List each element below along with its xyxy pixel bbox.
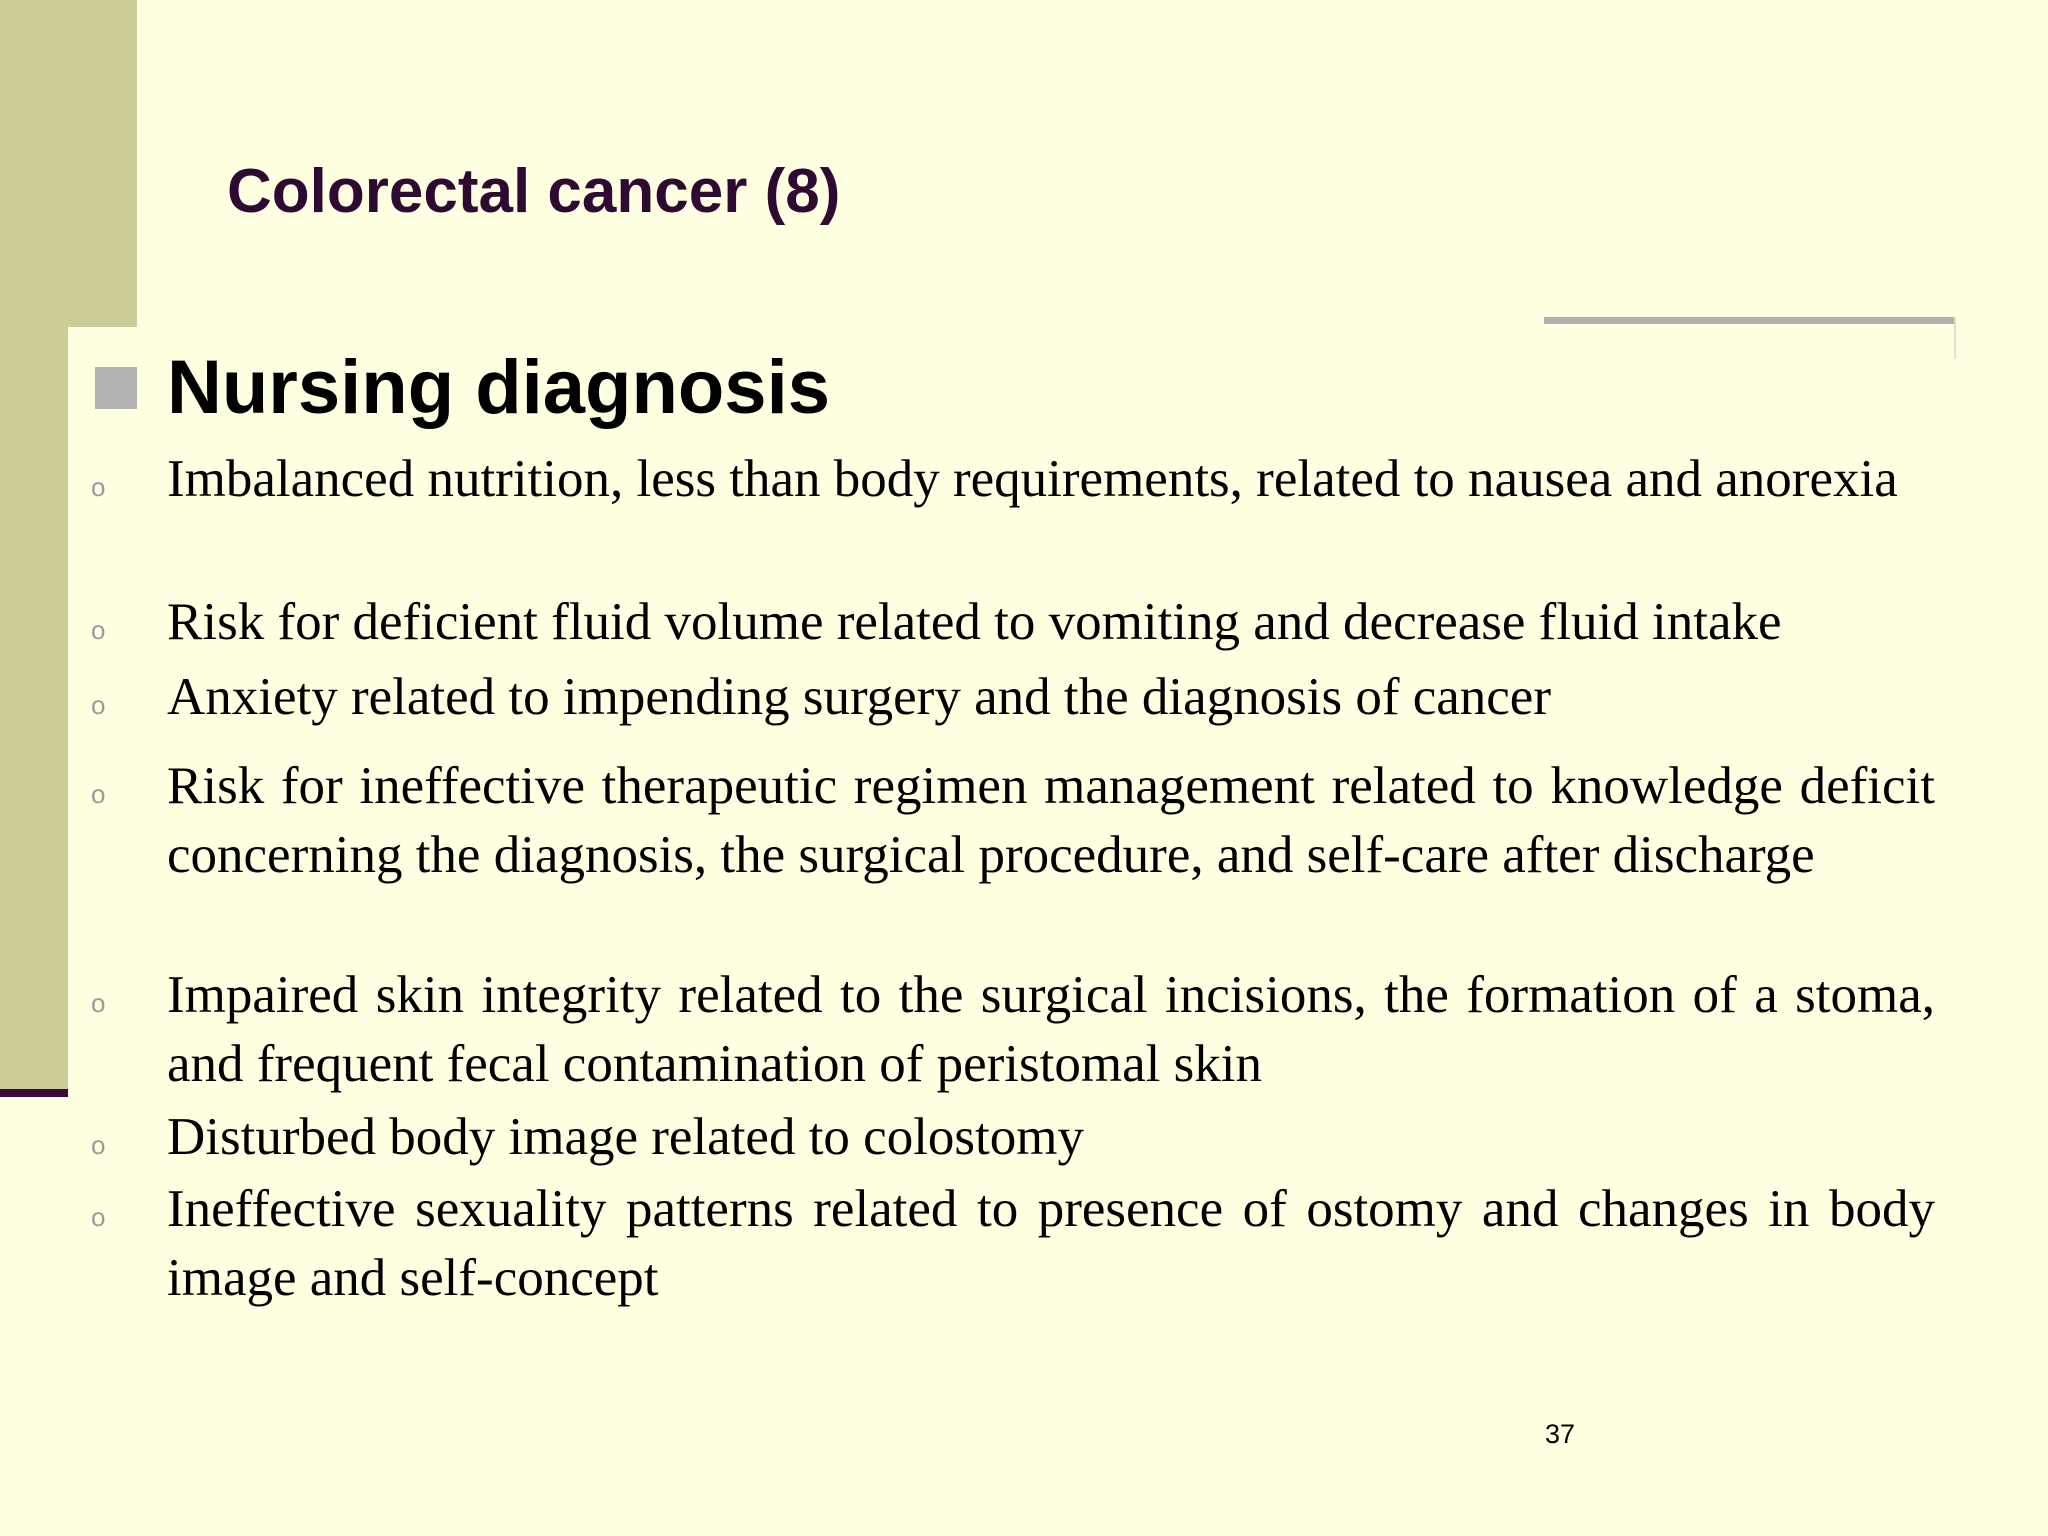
left-accent-line <box>0 1089 68 1097</box>
circle-bullet-icon: o <box>91 472 106 502</box>
page-number: 37 <box>1545 1419 1576 1449</box>
slide-title: Colorectal cancer (8) <box>227 157 841 226</box>
circle-bullet-icon: o <box>91 1202 106 1232</box>
circle-bullet-icon: o <box>91 779 106 809</box>
square-bullet-icon <box>95 367 137 409</box>
circle-bullet-icon: o <box>91 615 106 645</box>
circle-bullet-icon: o <box>91 1130 106 1160</box>
list-item: Disturbed body image related to colostomy <box>167 1108 1084 1166</box>
list-item: Anxiety related to impending surgery and the diagnosis of cancer <box>167 668 1551 726</box>
top-right-rule <box>1544 317 1956 324</box>
list-item: Impaired skin integrity related to the surgical incisions, the formation of a stoma, and frequent fecal contamination of peristomal skin <box>167 966 1935 1093</box>
list-item: Ineffective sexuality patterns related to presence of ostomy and changes in body image and self-concept <box>167 1180 1935 1307</box>
list-item: Risk for deficient fluid volume related to vomiting and decrease fluid intake <box>167 593 1782 651</box>
list-item: Risk for ineffective therapeutic regimen management related to knowledge deficit concerning the diagnosis, the surgical procedure, and self-care after discharge <box>167 757 1935 884</box>
circle-bullet-icon: o <box>91 690 106 720</box>
top-right-rule-tick <box>1954 317 1956 359</box>
circle-bullet-icon: o <box>91 988 106 1018</box>
section-heading: Nursing diagnosis <box>167 345 830 430</box>
list-item: Imbalanced nutrition, less than body requirements, related to nausea and anorexia <box>167 450 1898 508</box>
